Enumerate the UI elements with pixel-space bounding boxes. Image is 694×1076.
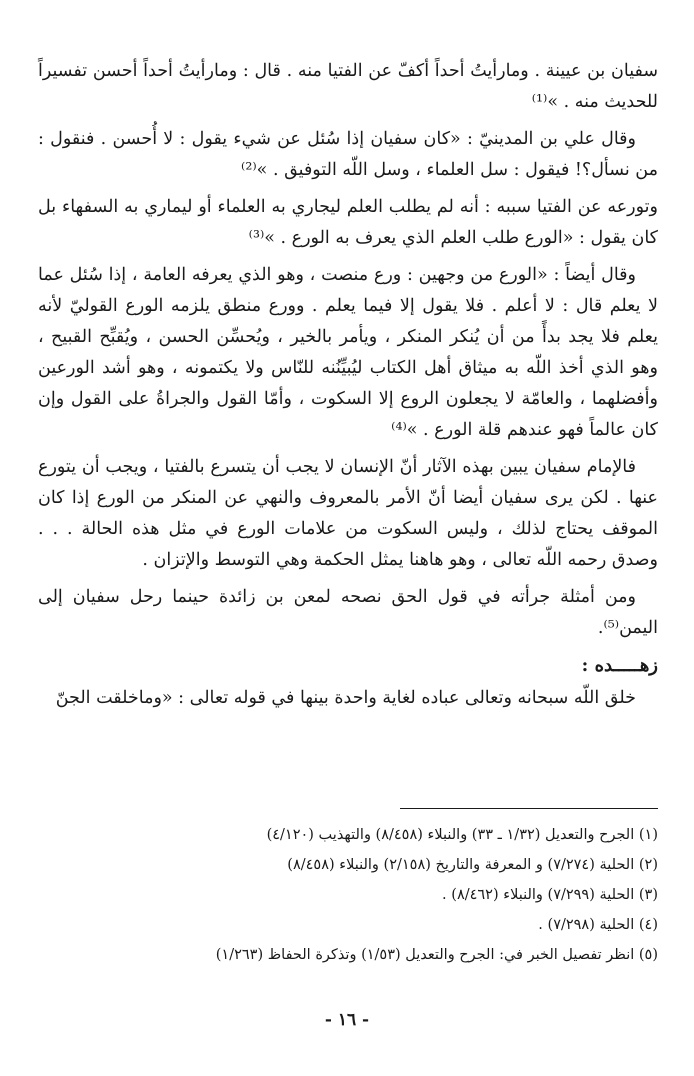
footnote-3: (٣) الحلية (٧/٢٩٩) والنبلاء (٨/٤٦٢) . [442,887,658,903]
paragraph-2: وقال علي بن المدينيّ : «كان سفيان إذا سُئل عن شيء يقول : لا أُحسن . فنقول : من نسأل؟! فيقول : سل العلماء ، وسل اللّه التوفيق . »⁽²⁾ [38,129,658,180]
paragraph-5: فالإمام سفيان يبين بهذه الآثار أنّ الإنسان لا يجب أن يتسرع بالفتيا ، ويجب أن يتورع عنها . لكن يرى سفيان أيضا أنّ الأمر بالمعروف والنهي عن المنكر من الورع إذا كان الموقف يحتاج لذلك ، وليس السكوت من علامات الورع في مثل هذه الحالة . . . وصدق رحمه اللّه تعالى ، وهو هاهنا يمثل الحكمة وهي التوسط والإتزان . [38,457,658,570]
paragraph-6: ومن أمثلة جرأته في قول الحق نصحه لمعن بن زائدة حينما رحل سفيان إلى اليمن⁽⁵⁾. [38,587,658,638]
page-number: - ١٦ - [324,1010,370,1030]
paragraph-7: خلق اللّه سبحانه وتعالى عباده لغاية واحدة بينها في قوله تعالى : «وماخلقت الجنّ [55,688,636,708]
section-heading: زهـــــده : [581,655,658,676]
footnote-divider [400,808,658,809]
footnote-2: (٢) الحلية (٧/٢٧٤) و المعرفة والتاريخ (٢/١٥٨) والنبلاء (٨/٤٥٨) [287,857,658,873]
paragraph-1: سفيان بن عيينة . ومارأيتُ أحداً أكفّ عن الفتيا منه . قال : ومارأيتُ أحداً أحسن تفسيراً للحديث منه . »⁽¹⁾ [38,61,658,112]
footnotes [38,820,658,970]
main-text [38,56,658,720]
footnote-4: (٤) الحلية (٧/٢٩٨) . [538,917,658,933]
paragraph-3: وتورعه عن الفتيا سببه : أنه لم يطلب العلم ليجاري به العلماء أو ليماري به السفهاء بل كان يقول : «الورع طلب العلم الذي يعرف به الورع . »⁽³⁾ [38,197,658,248]
footnote-1: (١) الجرح والتعديل (١/٣٢ ـ ٣٣) والنبلاء (٨/٤٥٨) والتهذيب (٤/١٢٠) [266,827,658,843]
paragraph-4: وقال أيضاً : «الورع من وجهين : ورع منصت ، وهو الذي يعرفه العامة ، إذا سُئل عما لا يعلم قال : لا أعلم . فلا يقول إلا فيما يعلم . وورع منطق يلزمه الورع القوليّ لأنه يعلم فلا يجد بدأً من أن يُنكر المنكر ، ويأمر بالخير ، ويُحسِّن الحسن ، ويُقبِّح القبيح ، وهو الذي أخذ اللّه به ميثاق أهل الكتاب ليُبيِّنُنه للنّاس ولا يكتمونه ، وهو أشد الورعين وأفضلهما ، والعامّة لا يجعلون الروع إلا السكوت ، وأمّا القول والجراةُ على القول وإن كان عالماً فهو عندهم قلة الورع . »⁽⁴⁾ [38,265,658,440]
footnote-5: (٥) انظر تفصيل الخبر في: الجرح والتعديل (١/٥٣) وتذكرة الحفاظ (١/٢٦٣) [215,947,658,963]
